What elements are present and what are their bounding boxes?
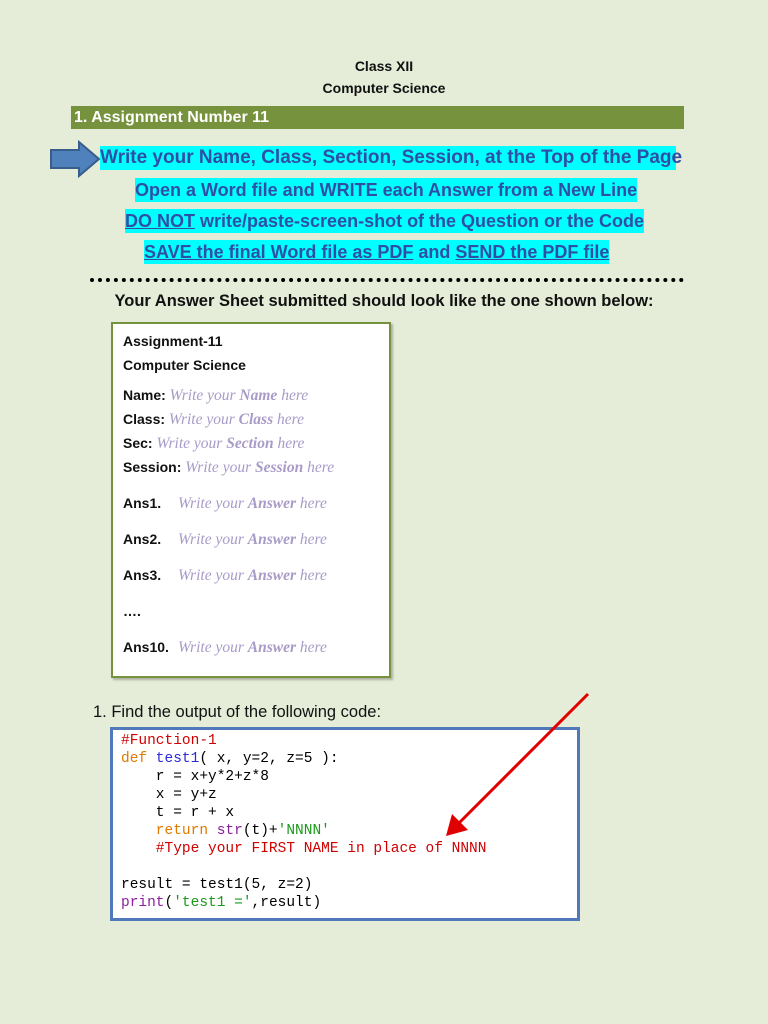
field-placeholder: Write your Name here	[165, 387, 309, 404]
code-line-3: r = x+y*2+z*8	[121, 769, 269, 785]
sheet-field-name	[123, 387, 308, 405]
instruction-line-3-rest: write/paste-screen-shot of the Question or the Code	[195, 211, 645, 231]
do-not-text: DO NOT	[125, 211, 195, 231]
sheet-answer-3	[123, 567, 327, 585]
answer-label: Ans10.	[123, 639, 169, 655]
field-label: Class:	[123, 411, 166, 427]
red-pointer-arrow-icon	[440, 688, 595, 838]
code-line-8: result = test1(5, z=2)	[121, 877, 313, 893]
answer-sheet-note: Your Answer Sheet submitted should look like the one shown below:	[114, 292, 654, 310]
sheet-field-session	[123, 459, 334, 477]
answer-label: Ans3.	[123, 567, 162, 583]
code-line-7: #Type your FIRST NAME in place of NNNN	[121, 841, 487, 857]
sheet-title: Assignment-11	[123, 333, 223, 349]
code-line-6: return str(t)+'NNNN'	[121, 823, 330, 839]
sheet-ellipsis: ….	[123, 603, 141, 619]
sheet-field-class	[123, 411, 304, 429]
save-pdf-text: SAVE the final Word file as PDF	[144, 242, 414, 262]
subject-heading: Computer Science	[322, 80, 446, 96]
assignment-banner: 1. Assignment Number 11	[71, 106, 684, 129]
answer-placeholder: Write your Answer here	[178, 639, 327, 656]
class-heading: Class XII	[354, 58, 414, 74]
and-text: and	[413, 242, 456, 262]
instruction-line-1: Write your Name, Class, Section, Session, at the Top of the Page	[100, 147, 683, 168]
sheet-subject: Computer Science	[123, 357, 246, 373]
code-line-9: print('test1 =',result)	[121, 895, 322, 911]
field-placeholder: Write your Section here	[152, 435, 305, 452]
code-line-4: x = y+z	[121, 787, 217, 803]
answer-placeholder: Write your Answer here	[178, 531, 327, 548]
field-label: Session:	[123, 459, 182, 475]
sheet-field-section	[123, 435, 304, 453]
sheet-answer-1	[123, 495, 327, 513]
dotted-divider	[90, 278, 684, 282]
answer-label: Ans2.	[123, 531, 162, 547]
answer-placeholder: Write your Answer here	[178, 567, 327, 584]
field-placeholder: Write your Class here	[165, 411, 304, 428]
code-line-1: #Function-1	[121, 733, 217, 749]
sheet-answer-10	[123, 639, 327, 657]
instruction-line-3	[125, 209, 644, 233]
field-label: Name:	[123, 387, 166, 403]
answer-label: Ans1.	[123, 495, 162, 511]
field-label: Sec:	[123, 435, 153, 451]
code-line-2: def test1( x, y=2, z=5 ):	[121, 751, 339, 767]
instruction-line-2: Open a Word file and WRITE each Answer from a New Line	[135, 180, 638, 200]
question-1: 1. Find the output of the following code:	[93, 703, 382, 721]
code-line-5: t = r + x	[121, 805, 235, 821]
send-pdf-text: SEND the PDF file	[455, 242, 610, 262]
right-arrow-icon	[49, 140, 101, 178]
sheet-answer-2	[123, 531, 327, 549]
field-placeholder: Write your Session here	[181, 459, 335, 476]
sample-answer-sheet	[111, 322, 391, 678]
instruction-line-4	[144, 240, 609, 264]
answer-placeholder: Write your Answer here	[178, 495, 327, 512]
